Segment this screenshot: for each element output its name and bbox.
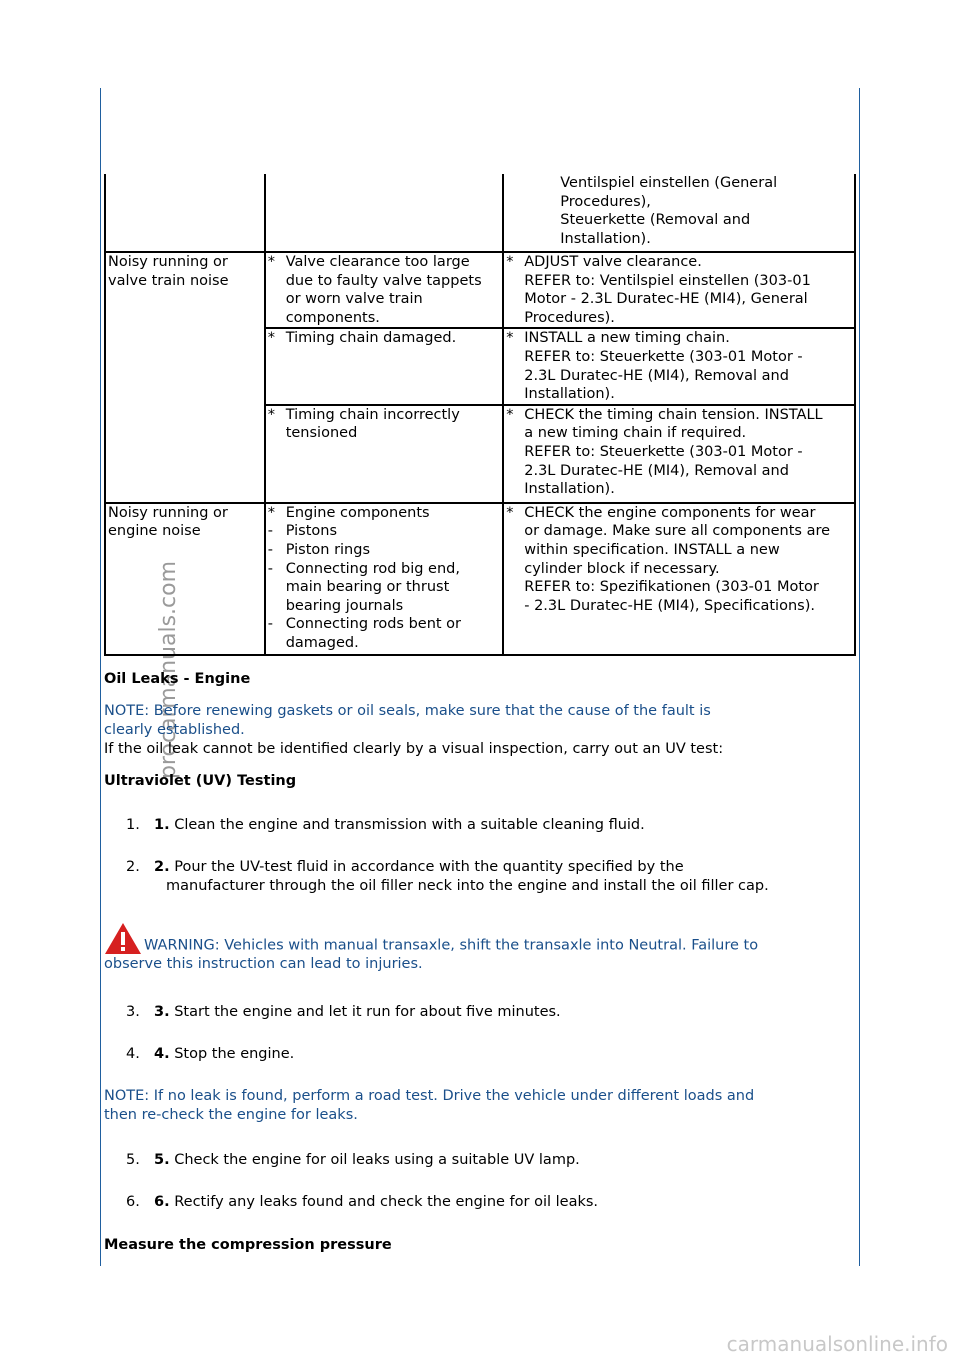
bullet-mark: * <box>506 254 514 270</box>
action-line: within specification. INSTALL a new <box>524 541 780 558</box>
action-line: Procedures), <box>560 193 651 210</box>
step-number: 3. <box>126 1004 140 1020</box>
dash-mark: - <box>267 616 273 633</box>
symptom-cell <box>105 503 265 655</box>
cause-cell <box>265 328 504 404</box>
step-bold-number: 1. <box>154 817 170 833</box>
cause-line: Valve clearance too large <box>285 254 470 270</box>
note-line: clearly established. <box>104 721 245 738</box>
bullet-mark: * <box>267 406 275 423</box>
action-cell <box>503 252 855 328</box>
uv-intro-paragraph: If the oil leak cannot be identified clearly by a visual inspection, carry out an UV test: <box>104 741 724 757</box>
action-cell <box>503 503 855 655</box>
cause-line: bearing journals <box>285 597 404 614</box>
left-margin-rule <box>100 88 101 1266</box>
note-gaskets <box>104 702 856 739</box>
step-number: 6. <box>126 1194 140 1210</box>
action-line: 2.3L Duratec-HE (MI4), Removal and <box>524 462 789 479</box>
table-row <box>105 252 855 328</box>
action-line: Installation). <box>560 230 651 247</box>
note-road-test <box>104 1087 856 1124</box>
action-line: or damage. Make sure all components are <box>524 523 831 540</box>
cause-line: Timing chain damaged. <box>285 330 457 347</box>
footer-watermark: carmanualsonline.info <box>726 1332 948 1357</box>
cause-line: Connecting rods bent or <box>285 616 462 633</box>
step-number: 4. <box>126 1046 140 1062</box>
bullet-mark: * <box>506 406 514 423</box>
action-line: CHECK the timing chain tension. INSTALL <box>524 406 823 423</box>
action-line: 2.3L Duratec-HE (MI4), Removal and <box>524 367 789 384</box>
cause-cell <box>265 252 504 328</box>
action-line: cylinder block if necessary. <box>524 560 720 577</box>
table-row <box>105 174 855 252</box>
cause-line: main bearing or thrust <box>285 579 450 596</box>
table-row <box>105 503 855 655</box>
section-heading-uv: Ultraviolet (UV) Testing <box>104 773 297 789</box>
action-line: INSTALL a new timing chain. <box>524 330 730 347</box>
warning-triangle-icon <box>104 922 142 955</box>
cause-line: or worn valve train <box>285 291 423 308</box>
dash-mark: - <box>267 560 273 577</box>
step-text: Check the engine for oil leaks using a suitable UV lamp. <box>174 1152 580 1168</box>
action-line: REFER to: Steuerkette (303-01 Motor - <box>524 348 803 365</box>
step-number: 2. <box>126 859 140 875</box>
action-line: Steuerkette (Removal and <box>560 212 751 229</box>
dash-mark: - <box>267 541 273 558</box>
bullet-mark: * <box>506 330 514 347</box>
symptom-cell <box>105 252 265 503</box>
cause-line: components. <box>285 309 380 326</box>
cause-line: Timing chain incorrectly <box>285 406 460 423</box>
bullet-mark: * <box>267 254 275 270</box>
step-bold-number: 6. <box>154 1194 170 1210</box>
action-line: REFER to: Ventilspiel einstellen (303-01 <box>524 272 811 289</box>
action-line: - 2.3L Duratec-HE (MI4), Specifications). <box>524 597 815 614</box>
action-line: REFER to: Spezifikationen (303-01 Motor <box>524 579 819 596</box>
right-margin-rule <box>859 88 860 1266</box>
step-bold-number: 3. <box>154 1004 170 1020</box>
action-line: Ventilspiel einstellen (General <box>560 175 778 191</box>
dash-mark: - <box>267 523 273 540</box>
action-cell <box>503 405 855 503</box>
cause-line: Piston rings <box>285 541 371 558</box>
step-text: Start the engine and let it run for about five minutes. <box>174 1004 561 1020</box>
action-cell <box>503 174 855 252</box>
symptom-line: engine noise <box>108 523 201 540</box>
cause-line: tensioned <box>285 425 358 442</box>
step-text: Pour the UV-test fluid in accordance with the quantity specified by the <box>174 859 684 875</box>
action-line: Installation). <box>524 386 615 403</box>
warning-block <box>104 922 856 974</box>
section-heading-oil-leaks: Oil Leaks - Engine <box>104 671 251 687</box>
step-text: Stop the engine. <box>174 1046 295 1062</box>
cause-cell <box>265 503 504 655</box>
cause-line: Connecting rod big end, <box>285 560 460 577</box>
symptom-line: Noisy running or <box>108 504 228 521</box>
step-text: Rectify any leaks found and check the engine for oil leaks. <box>174 1194 599 1210</box>
cause-cell <box>265 174 504 252</box>
diagnosis-table <box>104 174 856 656</box>
action-line: Installation). <box>524 481 615 498</box>
symptom-line: valve train noise <box>108 272 229 289</box>
action-line: a new timing chain if required. <box>524 425 747 442</box>
cause-line: due to faulty valve tappets <box>285 272 482 289</box>
action-line: ADJUST valve clearance. <box>524 254 702 270</box>
cause-cell <box>265 405 504 503</box>
bullet-mark: * <box>267 330 275 347</box>
action-line: Procedures). <box>524 309 615 326</box>
warning-line: observe this instruction can lead to injuries. <box>104 956 423 972</box>
step-bold-number: 4. <box>154 1046 170 1062</box>
cause-line: Engine components <box>285 504 430 521</box>
note-line: then re-check the engine for leaks. <box>104 1106 358 1123</box>
cause-line: damaged. <box>285 634 359 651</box>
action-cell <box>503 328 855 404</box>
symptom-line: Noisy running or <box>108 254 228 270</box>
step-bold-number: 5. <box>154 1152 170 1168</box>
action-line: Motor - 2.3L Duratec-HE (MI4), General <box>524 291 808 308</box>
action-line: REFER to: Steuerkette (303-01 Motor - <box>524 443 803 460</box>
side-watermark: procarmanuals.com <box>156 560 181 780</box>
section-heading-compression: Measure the compression pressure <box>104 1237 392 1253</box>
step-number: 1. <box>126 817 140 833</box>
symptom-cell <box>105 174 265 252</box>
note-line: NOTE: Before renewing gaskets or oil seals, make sure that the cause of the fault is <box>104 703 711 719</box>
step-text: Clean the engine and transmission with a suitable cleaning fluid. <box>174 817 645 833</box>
bullet-mark: * <box>506 504 514 521</box>
step-text: manufacturer through the oil filler neck into the engine and install the oil filler cap. <box>166 877 769 894</box>
step-number: 5. <box>126 1152 140 1168</box>
note-line: NOTE: If no leak is found, perform a road test. Drive the vehicle under different loads and <box>104 1088 755 1104</box>
action-line: CHECK the engine components for wear <box>524 504 816 521</box>
cause-line: Pistons <box>285 523 338 540</box>
warning-line: WARNING: Vehicles with manual transaxle, shift the transaxle into Neutral. Failure to <box>144 937 759 954</box>
bullet-mark: * <box>267 504 275 521</box>
step-bold-number: 2. <box>154 859 170 875</box>
